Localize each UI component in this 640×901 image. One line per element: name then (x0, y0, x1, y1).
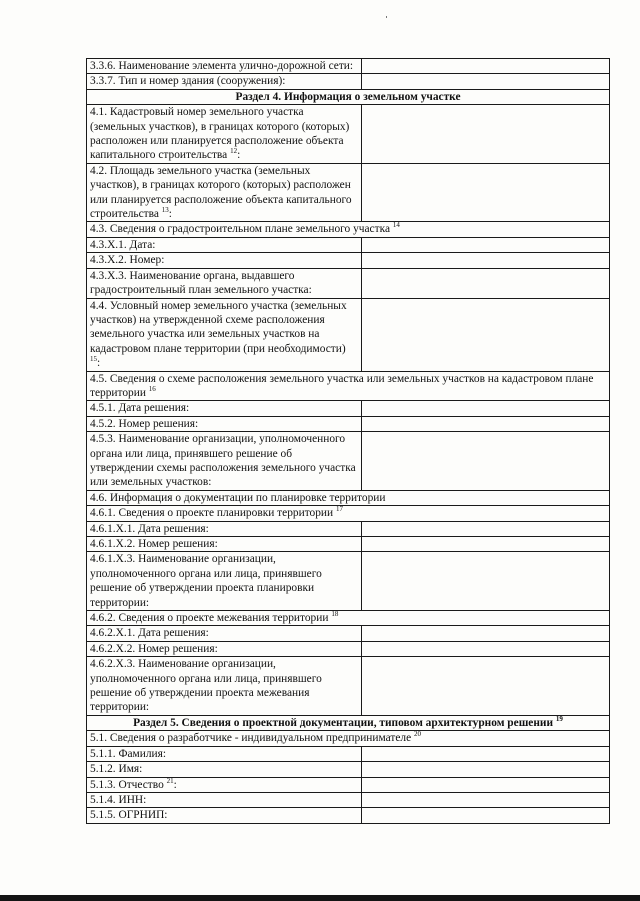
footnote-ref: 13 (161, 206, 169, 215)
row-text: 4.6.1.Х.3. Наименование организации, уполномоченного органа или лица, принявшего решение об утверждении проекта планировки территории: (90, 553, 322, 609)
field-value-cell[interactable] (362, 298, 610, 371)
field-label-cell (87, 74, 362, 89)
field-value-cell[interactable] (362, 105, 610, 164)
form-row (87, 74, 610, 89)
field-label-cell (87, 552, 362, 611)
footnote-ref: 20 (414, 730, 422, 739)
row-text-suffix: : (237, 149, 241, 162)
field-label-cell (87, 268, 362, 298)
row-text: 4.6.2.Х.2. Номер решения: (90, 642, 218, 655)
form-row (87, 808, 610, 823)
footnote-ref: 14 (392, 221, 400, 230)
field-label-cell (87, 626, 362, 641)
subsection-title-cell (87, 371, 610, 401)
row-text: 5.1. Сведения о разработчике - индивидуальном предпринимателе (90, 732, 412, 745)
field-value-cell[interactable] (362, 808, 610, 823)
row-text: 4.4. Условный номер земельного участка (земельных участков) на утвержденной схеме расположения земельного участка или земельных участков на кадастровом плане территории (при необходимости) (90, 299, 347, 355)
field-label-cell (87, 777, 362, 792)
field-label-cell (87, 537, 362, 552)
field-value-cell[interactable] (362, 416, 610, 431)
row-text-suffix: : (168, 208, 172, 221)
form-row (87, 657, 610, 716)
field-label-cell (87, 253, 362, 268)
field-label-cell (87, 521, 362, 536)
form-row (87, 253, 610, 268)
field-label-cell (87, 163, 362, 222)
form-row (87, 626, 610, 641)
section-title-cell (87, 89, 610, 104)
footnote-ref: 19 (555, 715, 563, 724)
row-text: 4.3.Х.2. Номер: (90, 254, 165, 267)
row-text: Раздел 4. Информация о земельном участке (235, 90, 461, 103)
field-value-cell[interactable] (362, 401, 610, 416)
row-text: 3.3.7. Тип и номер здания (сооружения): (90, 75, 286, 88)
field-value-cell[interactable] (362, 537, 610, 552)
field-label-cell (87, 298, 362, 371)
scan-speck (386, 16, 387, 18)
field-label-cell (87, 416, 362, 431)
row-text: 4.3.Х.1. Дата: (90, 238, 156, 251)
form-row (87, 552, 610, 611)
field-label-cell (87, 59, 362, 74)
form-row (87, 163, 610, 222)
field-value-cell[interactable] (362, 552, 610, 611)
subsection-title-cell (87, 611, 610, 626)
field-value-cell[interactable] (362, 163, 610, 222)
row-text: 5.1.4. ИНН: (90, 793, 147, 806)
footnote-ref: 18 (331, 610, 339, 619)
footnote-ref: 17 (335, 505, 343, 514)
row-text: 4.5.3. Наименование организации, уполномоченного органа или лица, принявшего решение об утверждении схемы расположения земельного участка или земельных участков: (90, 433, 356, 489)
row-text: 4.3. Сведения о градостроительном плане земельного участка (90, 223, 391, 236)
subsection-title-cell (87, 490, 610, 505)
field-value-cell[interactable] (362, 59, 610, 74)
form-row (87, 298, 610, 371)
footnote-ref: 15 (90, 355, 97, 364)
row-text: 4.1. Кадастровый номер земельного участка (земельных участков), в границах которого (которых) расположен или планируется расположение объекта капитального строительства (90, 106, 350, 162)
field-value-cell[interactable] (362, 762, 610, 777)
row-text: 4.6.1.Х.1. Дата решения: (90, 522, 209, 535)
field-label-cell (87, 746, 362, 761)
section-header-row (87, 715, 610, 730)
form-row (87, 222, 610, 237)
row-text: 4.6.1.Х.2. Номер решения: (90, 538, 218, 550)
form-table-body (87, 59, 610, 824)
row-text: 4.5.1. Дата решения: (90, 402, 190, 415)
form-row (87, 537, 610, 552)
scan-bottom-edge (0, 895, 640, 901)
field-value-cell[interactable] (362, 432, 610, 491)
field-label-cell (87, 432, 362, 491)
row-text: 5.1.2. Имя: (90, 763, 143, 776)
row-text: 3.3.6. Наименование элемента улично-дорожной сети: (90, 60, 354, 72)
row-text: 4.6.2.Х.3. Наименование организации, уполномоченного органа или лица, принявшего решение об утверждении проекта межевания территории: (90, 658, 322, 714)
subsection-title-cell (87, 222, 610, 237)
form-row (87, 416, 610, 431)
form-row (87, 792, 610, 807)
field-value-cell[interactable] (362, 777, 610, 792)
section-header-row (87, 89, 610, 104)
field-value-cell[interactable] (362, 268, 610, 298)
form-row (87, 432, 610, 491)
row-text-suffix: : (97, 357, 101, 370)
form-row (87, 401, 610, 416)
footnote-ref: 21 (166, 776, 174, 785)
row-text: 4.5. Сведения о схеме расположения земельного участка или земельных участков на кадастровом плане территории (90, 372, 594, 399)
field-label-cell (87, 762, 362, 777)
form-row (87, 237, 610, 252)
form-row (87, 371, 610, 401)
field-value-cell[interactable] (362, 792, 610, 807)
form-row (87, 59, 610, 74)
field-label-cell (87, 792, 362, 807)
field-value-cell[interactable] (362, 746, 610, 761)
field-label-cell (87, 808, 362, 823)
field-value-cell[interactable] (362, 641, 610, 656)
section-title-cell (87, 715, 610, 730)
application-form-table (86, 58, 610, 824)
field-value-cell[interactable] (362, 626, 610, 641)
field-label-cell (87, 105, 362, 164)
row-text: 4.6.2. Сведения о проекте межевания территории (90, 612, 329, 625)
form-row (87, 777, 610, 792)
form-row (87, 762, 610, 777)
form-row (87, 611, 610, 626)
row-text: 4.3.Х.3. Наименование органа, выдавшего градостроительный план земельного участка: (90, 269, 312, 297)
row-text: 5.1.3. Отчество (90, 778, 164, 791)
subsection-title-cell (87, 731, 610, 746)
form-row (87, 490, 610, 505)
field-label-cell (87, 237, 362, 252)
row-text: 4.6. Информация о документации по планировке территории (90, 491, 386, 504)
row-text: 5.1.5. ОГРНИП: (90, 809, 168, 822)
subsection-title-cell (87, 506, 610, 521)
field-label-cell (87, 641, 362, 656)
form-row (87, 746, 610, 761)
row-text: 4.6.1. Сведения о проекте планировки территории (90, 507, 334, 520)
row-text: 4.6.2.Х.1. Дата решения: (90, 627, 209, 640)
form-row (87, 731, 610, 746)
form-row (87, 521, 610, 536)
row-text-suffix: : (173, 778, 177, 791)
form-row (87, 268, 610, 298)
field-label-cell (87, 657, 362, 716)
form-row (87, 506, 610, 521)
field-value-cell[interactable] (362, 253, 610, 268)
row-text: Раздел 5. Сведения о проектной документации, типовом архитектурном решении (133, 716, 554, 729)
form-row (87, 641, 610, 656)
footnote-ref: 16 (148, 385, 156, 394)
row-text: 5.1.1. Фамилия: (90, 747, 167, 760)
footnote-ref: 12 (230, 147, 238, 156)
field-label-cell (87, 401, 362, 416)
field-value-cell[interactable] (362, 74, 610, 89)
row-text: 4.5.2. Номер решения: (90, 417, 199, 430)
field-value-cell[interactable] (362, 521, 610, 536)
field-value-cell[interactable] (362, 237, 610, 252)
row-text: 4.2. Площадь земельного участка (земельных участков), в границах которого (которых) расположен или планируется расположение объекта капитального строительства (90, 164, 352, 221)
field-value-cell[interactable] (362, 657, 610, 716)
form-row (87, 105, 610, 164)
